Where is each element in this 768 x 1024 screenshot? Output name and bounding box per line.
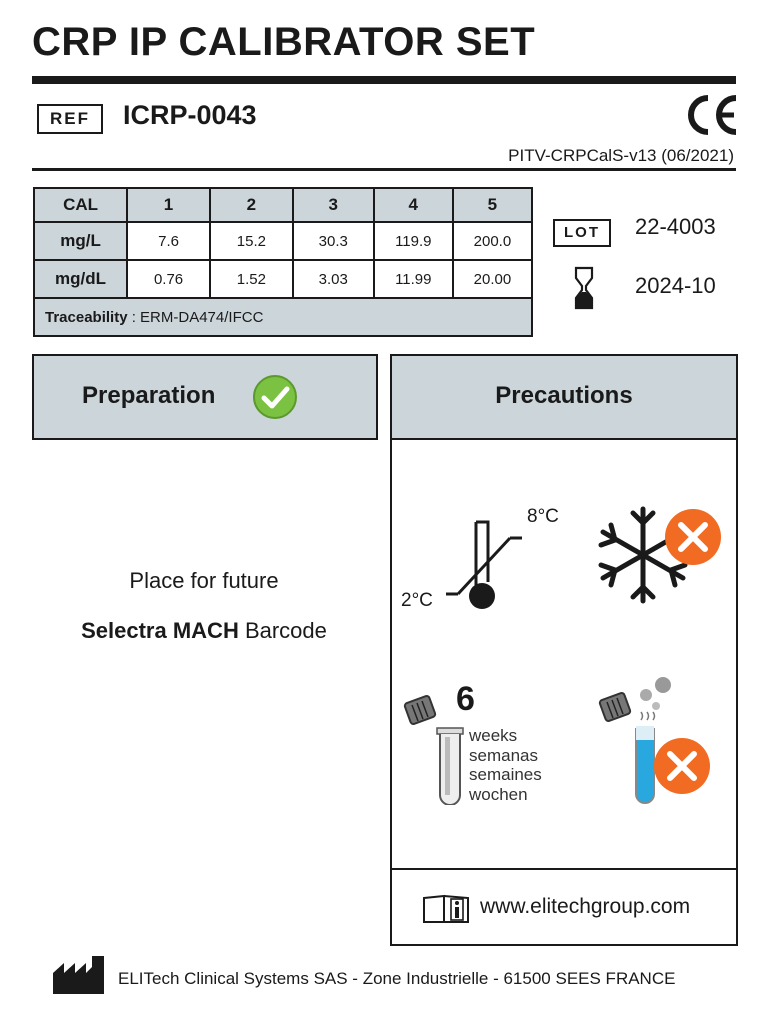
do-not-freeze-icon: [593, 505, 733, 605]
hourglass-icon: [573, 266, 595, 310]
traceability-row: [34, 298, 532, 336]
document-title: CRP IP CALIBRATOR SET: [32, 20, 536, 64]
manufacturer-icon: [52, 955, 106, 995]
table-cell: 1.52: [210, 260, 293, 298]
table-row: [34, 260, 532, 298]
ce-mark-icon: [682, 92, 740, 138]
weeks-label: weeks: [469, 726, 518, 745]
title-divider: [32, 76, 736, 84]
table-header-cal: CAL: [34, 188, 127, 222]
preparation-title: Preparation: [82, 382, 216, 409]
table-header-level: 5: [453, 188, 532, 222]
table-cell: 200.0: [453, 222, 532, 260]
table-header-level: 2: [210, 188, 293, 222]
table-cell: 15.2: [210, 222, 293, 260]
table-cell: 119.9: [374, 222, 453, 260]
barcode-placeholder-line1: Place for future: [129, 568, 279, 593]
max-temperature: 8°C: [527, 506, 559, 527]
expiry-date: 2024-10: [635, 273, 716, 298]
precautions-title: Precautions: [495, 382, 633, 409]
barcode-product-name: Selectra MACH: [81, 618, 239, 643]
thermometer-icon: [440, 520, 530, 615]
stability-units: [469, 726, 542, 804]
unit-label: mg/dL: [34, 260, 127, 298]
table-cell: 7.6: [127, 222, 210, 260]
ref-code: ICRP-0043: [123, 100, 257, 130]
table-cell: 11.99: [374, 260, 453, 298]
do-not-open-evaporate-icon: [598, 676, 730, 808]
semanas-label: semanas: [469, 745, 538, 765]
table-header-level: 1: [127, 188, 210, 222]
barcode-word: Barcode: [238, 618, 327, 643]
stability-weeks-number: 6: [456, 680, 475, 718]
table-cell: 3.03: [293, 260, 374, 298]
lot-symbol: LOT: [553, 219, 611, 247]
ref-symbol: REF: [37, 104, 103, 134]
traceability-label: Traceability: [45, 308, 128, 326]
min-temperature: 2°C: [401, 590, 433, 611]
table-cell: 20.00: [453, 260, 532, 298]
unit-label: mg/L: [34, 222, 127, 260]
traceability-value: : ERM-DA474/IFCC: [127, 308, 264, 326]
precautions-panel: [390, 354, 738, 946]
table-cell: 0.76: [127, 260, 210, 298]
header-divider: [32, 168, 736, 171]
document-version: PITV-CRPCalS-v13 (06/2021): [508, 146, 734, 165]
manufacturer-address: ELITech Clinical Systems SAS - Zone Industrielle - 61500 SEES FRANCE: [118, 969, 676, 988]
checkmark-icon: [252, 374, 298, 420]
table-row: [34, 222, 532, 260]
table-header-level: 3: [293, 188, 374, 222]
traceability-cell: [34, 298, 532, 336]
tube-icon: [436, 727, 464, 805]
wochen-label: wochen: [469, 784, 528, 804]
website-link[interactable]: www.elitechgroup.com: [480, 895, 691, 918]
lot-number: 22-4003: [635, 214, 716, 239]
cap-icon: [403, 693, 439, 729]
semaines-label: semaines: [469, 765, 542, 784]
barcode-placeholder-line2: [32, 618, 376, 644]
table-header-row: [34, 188, 532, 222]
table-cell: 30.3: [293, 222, 374, 260]
table-header-level: 4: [374, 188, 453, 222]
precautions-divider: [392, 868, 736, 870]
calibrator-table: [33, 187, 533, 337]
consult-instructions-icon: [422, 894, 472, 924]
